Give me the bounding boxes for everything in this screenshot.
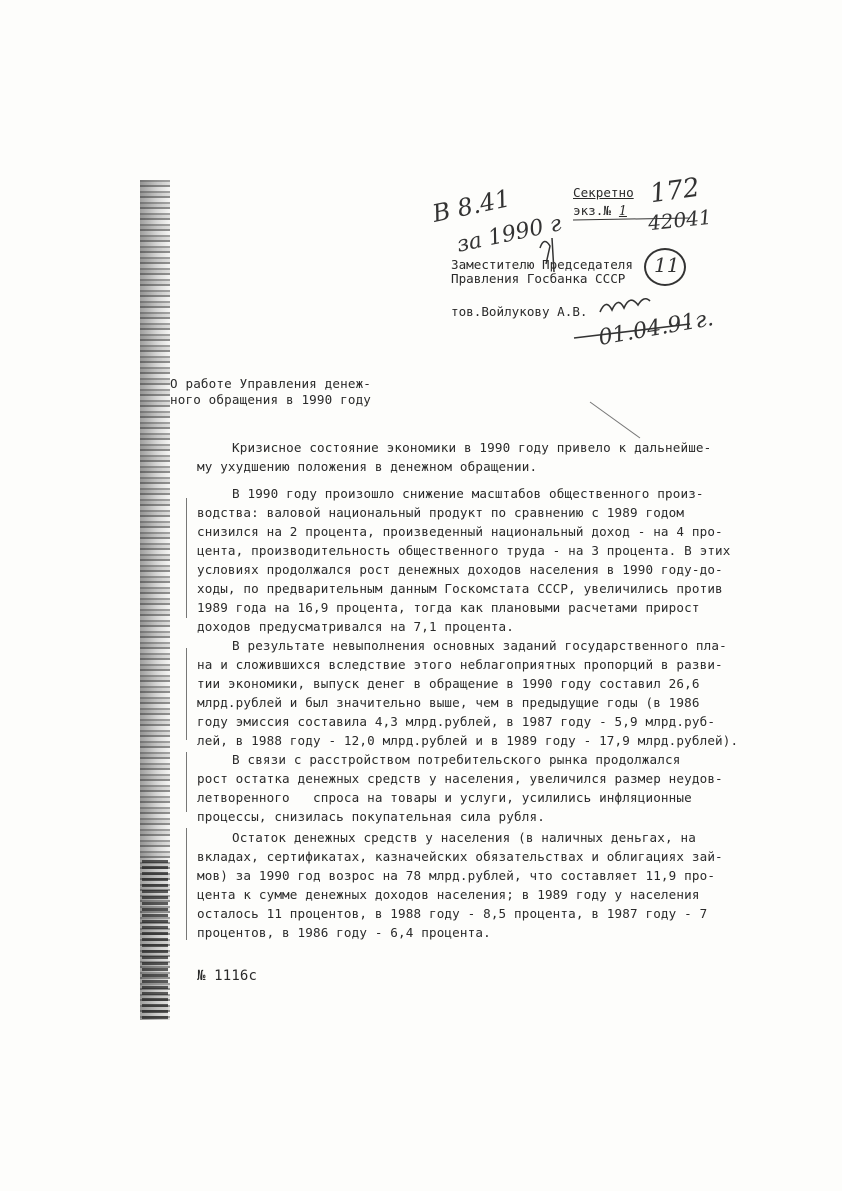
body-line-20: процессы, снизилась покупательная сила рубля. (197, 809, 545, 824)
circled-number: 11 (654, 253, 680, 277)
margin-bar-4 (186, 828, 187, 940)
handwritten-reg-number-1: 172 (648, 172, 702, 210)
body-line-10: доходов предусматривался на 7,1 процента. (197, 619, 515, 634)
recipient-line: тов.Войлукову А.В. (451, 304, 588, 319)
margin-bar-2 (186, 648, 187, 740)
body-line-22: вкладах, сертификатах, казначейских обязательствах и облигациях зай- (197, 849, 723, 864)
margin-bar-3 (186, 752, 187, 812)
copy-underline (573, 218, 690, 220)
body-line-5: снизился на 2 процента, произведенный национальный доход - на 4 про- (197, 524, 723, 539)
body-line-23: мов) за 1990 год возрос на 78 млрд.рублей, что составляет 11,9 про- (197, 868, 716, 883)
addressee-line-1: Заместителю Председателя (451, 257, 633, 272)
body-line-3: В 1990 году произошло снижение масштабов общественного произ- (232, 486, 704, 501)
addressee-line-2: Правления Госбанка СССР (451, 271, 626, 286)
handwritten-date: 01.04.91г. (596, 306, 716, 351)
body-line-13: тии экономики, выпуск денег в обращение в 1990 году составил 26,6 (197, 676, 700, 691)
body-line-15: году эмиссия составила 4,3 млрд.рублей, в 1987 году - 5,9 млрд.руб- (197, 714, 716, 729)
body-line-12: на и сложившихся вследствие этого неблагоприятных пропорций в разви- (197, 657, 723, 672)
body-line-7: условиях продолжался рост денежных доходов населения в 1990 году-до- (197, 562, 723, 577)
body-line-8: ходы, по предварительным данным Госкомстата СССР, увеличились против (197, 581, 723, 596)
signature-scribble (600, 299, 650, 312)
handwritten-reg-number-2: 42041 (646, 204, 713, 236)
body-line-2: му ухудшению положения в денежном обращении. (197, 459, 538, 474)
margin-bar-1 (186, 498, 187, 618)
body-line-18: рост остатка денежных средств у населения, увеличился размер неудов- (197, 771, 723, 786)
body-line-4: водства: валовой национальный продукт по сравнению с 1989 годом (197, 505, 685, 520)
initials-mark (540, 238, 554, 272)
document-number: № 1116с (197, 968, 258, 984)
body-line-9: 1989 года на 16,9 процента, тогда как плановыми расчетами прирост (197, 600, 700, 615)
body-line-19: летворенного спроса на товары и услуги, усилились инфляционные (197, 790, 692, 805)
body-line-26: процентов, в 1986 году - 6,4 процента. (197, 925, 491, 940)
body-line-17: В связи с расстройством потребительского рынка продолжался (232, 752, 681, 767)
subject-line-2: ного обращения в 1990 году (170, 392, 372, 407)
body-line-6: цента, производительность общественного труда - на 3 процента. В этих (197, 543, 731, 558)
handwritten-note-line-2: за 1990 г (454, 211, 564, 258)
subject-line-1: О работе Управления денеж- (170, 376, 372, 391)
copy-label: экз.№ (573, 203, 611, 218)
resolution-slash (590, 402, 640, 438)
body-line-25: осталось 11 процентов, в 1988 году - 8,5 процента, в 1987 году - 7 (197, 906, 708, 921)
classification-label: Секретно (573, 185, 634, 200)
handwritten-note-line-1: В 8.41 (429, 184, 513, 228)
copy-number: 1 (618, 203, 627, 218)
body-line-11: В результате невыполнения основных заданий государственного пла- (232, 638, 727, 653)
body-line-14: млрд.рублей и был значительно выше, чем в предыдущие годы (в 1986 (197, 695, 700, 710)
body-line-21: Остаток денежных средств у населения (в наличных деньгах, на (232, 830, 696, 845)
signature-underline (574, 324, 690, 338)
body-line-24: цента к сумме денежных доходов населения; в 1989 году у населения (197, 887, 700, 902)
body-line-16: лей, в 1988 году - 12,0 млрд.рублей и в 1989 году - 17,9 млрд.рублей). (197, 733, 739, 748)
body-line-1: Кризисное состояние экономики в 1990 году привело к дальнейше- (232, 440, 712, 455)
